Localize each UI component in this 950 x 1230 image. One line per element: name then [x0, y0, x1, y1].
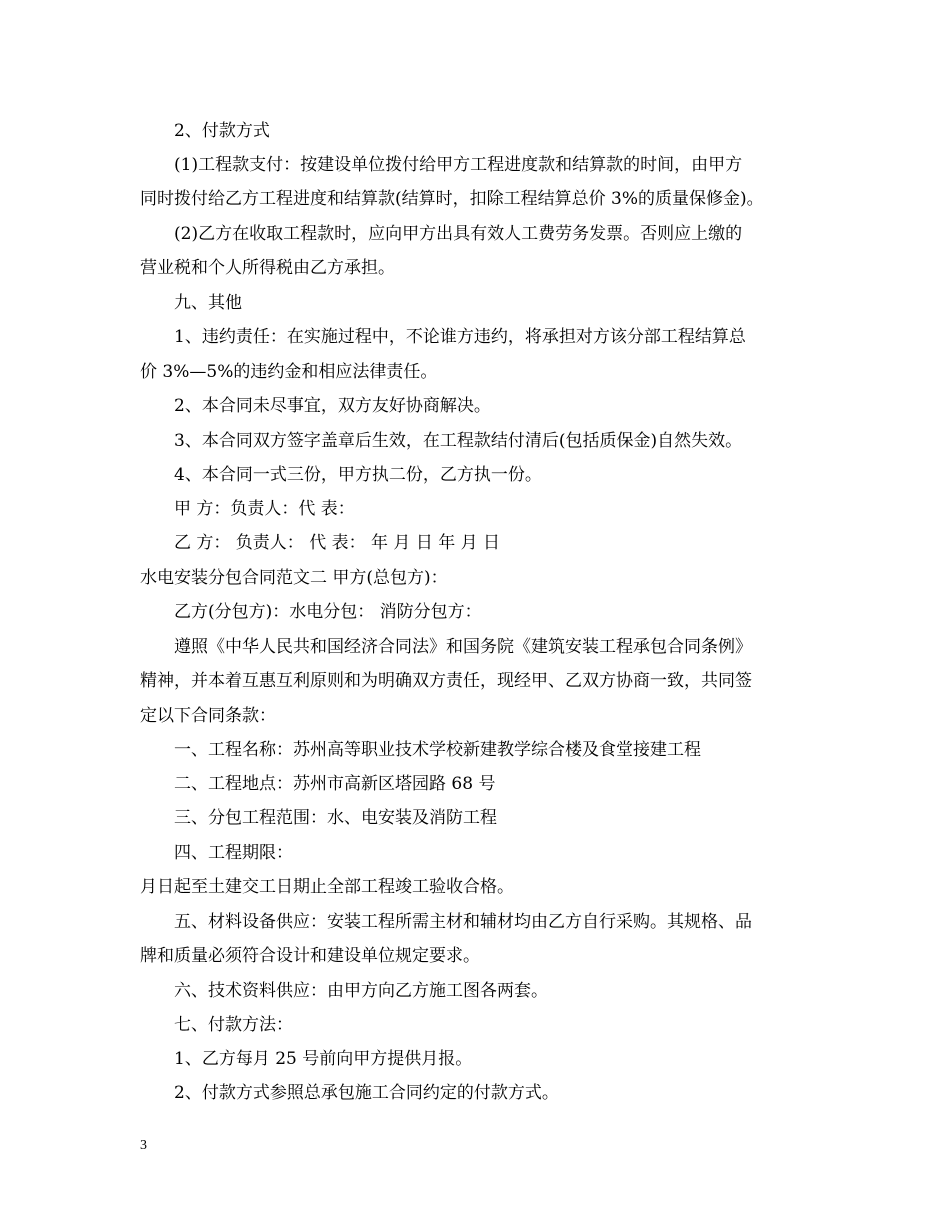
text-line: 3、本合同双方签字盖章后生效，在工程款结付清后(包括质保金)自然失效。	[174, 431, 743, 451]
signature-line: 甲 方：负责人：代 表：	[174, 499, 355, 519]
page-number: 3	[140, 1138, 147, 1153]
text-line: 同时拨付给乙方工程进度和结算款(结算时，扣除工程结算总价 3%的质量保修金)。	[140, 189, 764, 209]
clause-line: 三、分包工程范围：水、电安装及消防工程	[174, 808, 497, 828]
text-line: 牌和质量必须符合设计和建设单位规定要求。	[140, 946, 480, 966]
text-line: 2、付款方式	[174, 121, 270, 141]
text-line: 乙方(分包方)：水电分包： 消防分包方：	[174, 602, 482, 622]
text-line: 1、违约责任：在实施过程中，不论谁方违约，将承担对方该分部工程结算总	[174, 327, 746, 347]
text-line: 1、乙方每月 25 号前向甲方提供月报。	[174, 1049, 473, 1069]
text-line: 精神，并本着互惠互利原则和为明确双方责任，现经甲、乙双方协商一致，共同签	[140, 671, 752, 691]
section-heading: 九、其他	[174, 293, 242, 313]
text-line: 2、本合同未尽事宜，双方友好协商解决。	[174, 396, 491, 416]
text-line: 营业税和个人所得税由乙方承担。	[140, 258, 395, 278]
text-line: (1)工程款支付：按建设单位拨付给甲方工程进度款和结算款的时间，由甲方	[174, 155, 743, 175]
clause-line: 五、材料设备供应：安装工程所需主材和辅材均由乙方自行采购。其规格、品	[174, 912, 752, 932]
clause-line: 七、付款方法：	[174, 1015, 293, 1035]
clause-line: 四、工程期限：	[174, 843, 293, 863]
signature-line: 乙 方： 负责人： 代 表： 年 月 日 年 月 日	[174, 533, 501, 553]
text-line: 遵照《中华人民共和国经济合同法》和国务院《建筑安装工程承包合同条例》	[174, 637, 752, 657]
text-line: 定以下合同条款：	[140, 706, 276, 726]
clause-line: 二、工程地点：苏州市高新区塔园路 68 号	[174, 774, 496, 794]
document-title: 水电安装分包合同范文二 甲方(总包方)：	[140, 568, 448, 588]
text-line: 2、付款方式参照总承包施工合同约定的付款方式。	[174, 1083, 559, 1103]
clause-line: 六、技术资料供应：由甲方向乙方施工图各两套。	[174, 981, 548, 1001]
text-line: 4、本合同一式三份，甲方执二份，乙方执一份。	[174, 465, 542, 485]
text-line: 价 3%—5%的违约金和相应法律责任。	[140, 362, 438, 382]
text-line: 月日起至土建交工日期止全部工程竣工验收合格。	[140, 877, 514, 897]
clause-line: 一、工程名称：苏州高等职业技术学校新建教学综合楼及食堂接建工程	[174, 740, 701, 760]
text-line: (2)乙方在收取工程款时，应向甲方出具有效人工费劳务发票。否则应上缴的	[174, 224, 743, 244]
